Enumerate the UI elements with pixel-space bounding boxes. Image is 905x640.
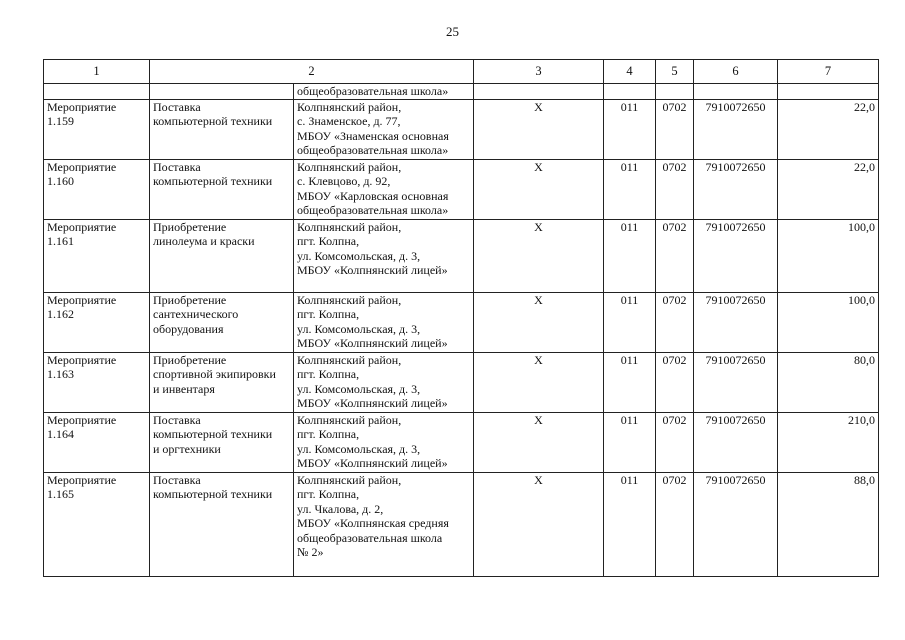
amount-cell: 22,0	[778, 99, 879, 159]
col3-cell: Х	[474, 472, 604, 576]
event-name-cell-line: Приобретение	[153, 219, 227, 234]
amount-cell: 22,0	[778, 159, 879, 219]
col3-cell: Х	[474, 292, 604, 352]
event-name-cell	[150, 412, 294, 472]
address-cell-line: МБОУ «Колпнянская средняя	[297, 516, 449, 530]
event-number-cell	[44, 412, 150, 472]
address-cell-line: ул. Чкалова, д. 2,	[297, 501, 384, 516]
continuation-text: общеобразовательная школа»	[294, 84, 474, 100]
event-number-cell-line: 1.162	[47, 307, 74, 321]
table-row	[44, 352, 879, 412]
address-cell	[294, 292, 474, 352]
col4-cell: 011	[604, 292, 656, 352]
col5-cell: 0702	[656, 472, 694, 576]
address-cell-line: Колпнянский район,	[297, 352, 402, 367]
event-name-cell	[150, 292, 294, 352]
address-cell	[294, 352, 474, 412]
event-number-cell	[44, 352, 150, 412]
col3-cell: Х	[474, 99, 604, 159]
event-number-cell-line: 1.165	[47, 487, 74, 501]
event-name-cell-line: компьютерной техники	[153, 427, 273, 441]
event-number-cell-line: 1.164	[47, 427, 74, 441]
col5-cell: 0702	[656, 219, 694, 292]
event-name-cell-line: линолеума и краски	[153, 234, 255, 248]
address-cell-line: МБОУ «Карловская основная	[297, 188, 449, 203]
col5-cell: 0702	[656, 99, 694, 159]
col5-cell: 0702	[656, 159, 694, 219]
col4-cell: 011	[604, 219, 656, 292]
address-cell-line: общеобразовательная школа»	[297, 203, 449, 217]
amount-cell: 88,0	[778, 472, 879, 576]
event-name-cell-line: Поставка	[153, 412, 201, 427]
address-cell	[294, 219, 474, 292]
event-number-cell-line: Мероприятие	[47, 219, 117, 234]
event-name-cell-line: Поставка	[153, 159, 201, 174]
address-cell-line: МБОУ «Колпнянский лицей»	[297, 456, 448, 470]
page-number: 25	[446, 24, 459, 39]
col4-cell: 011	[604, 159, 656, 219]
event-number-cell	[44, 292, 150, 352]
event-name-cell	[150, 159, 294, 219]
event-number-cell	[44, 99, 150, 159]
event-name-cell-line: Поставка	[153, 472, 201, 487]
header-col-5: 5	[656, 60, 694, 84]
event-name-cell	[150, 99, 294, 159]
col4-cell: 011	[604, 412, 656, 472]
event-name-cell-line: и оргтехники	[153, 441, 221, 456]
address-cell-line: пгт. Колпна,	[297, 234, 360, 248]
address-cell-line: Колпнянский район,	[297, 159, 402, 174]
address-cell-line: с. Клевцово, д. 92,	[297, 174, 391, 188]
event-name-cell-line: компьютерной техники	[153, 487, 273, 501]
header-col-4: 4	[604, 60, 656, 84]
event-name-cell-line: компьютерной техники	[153, 114, 273, 128]
col6-cell: 7910072650	[694, 472, 778, 576]
continuation-row	[44, 84, 879, 100]
address-cell-line: пгт. Колпна,	[297, 427, 360, 441]
col5-cell: 0702	[656, 352, 694, 412]
col6-cell: 7910072650	[694, 159, 778, 219]
address-cell-line: МБОУ «Колпнянский лицей»	[297, 263, 448, 277]
table-row	[44, 472, 879, 576]
amount-cell: 210,0	[778, 412, 879, 472]
event-number-cell-line: Мероприятие	[47, 412, 117, 427]
table-body	[44, 84, 879, 577]
event-name-cell	[150, 219, 294, 292]
event-name-cell-line: спортивной экипировки	[153, 367, 276, 381]
event-number-cell-line: 1.159	[47, 114, 74, 128]
event-number-cell-line: 1.161	[47, 234, 74, 248]
event-name-cell-line: Поставка	[153, 99, 201, 114]
col3-cell: Х	[474, 159, 604, 219]
address-cell	[294, 412, 474, 472]
address-cell-line: ул. Комсомольская, д. 3,	[297, 248, 421, 263]
address-cell-line: ул. Комсомольская, д. 3,	[297, 381, 421, 396]
col4-cell: 011	[604, 99, 656, 159]
col5-cell: 0702	[656, 412, 694, 472]
event-name-cell-line: Приобретение	[153, 292, 227, 307]
address-cell-line: МБОУ «Колпнянский лицей»	[297, 336, 448, 350]
col3-cell: Х	[474, 219, 604, 292]
table-row	[44, 412, 879, 472]
amount-cell: 100,0	[778, 292, 879, 352]
address-cell-line: МБОУ «Знаменская основная	[297, 128, 449, 143]
address-cell-line: Колпнянский район,	[297, 412, 402, 427]
event-name-cell-line: компьютерной техники	[153, 174, 273, 188]
event-number-cell-line: Мероприятие	[47, 292, 117, 307]
table-row	[44, 219, 879, 292]
event-number-cell	[44, 159, 150, 219]
event-name-cell-line: Приобретение	[153, 352, 227, 367]
table-row	[44, 292, 879, 352]
col5-cell: 0702	[656, 292, 694, 352]
address-cell-line: ул. Комсомольская, д. 3,	[297, 441, 421, 456]
address-cell-line: Колпнянский район,	[297, 472, 402, 487]
col6-cell: 7910072650	[694, 99, 778, 159]
address-cell	[294, 99, 474, 159]
event-name-cell	[150, 352, 294, 412]
header-col-7: 7	[778, 60, 879, 84]
address-cell-line: МБОУ «Колпнянский лицей»	[297, 396, 448, 410]
table-row	[44, 159, 879, 219]
event-number-cell	[44, 472, 150, 576]
amount-cell: 100,0	[778, 219, 879, 292]
col4-cell: 011	[604, 472, 656, 576]
header-row	[44, 60, 879, 84]
col6-cell: 7910072650	[694, 352, 778, 412]
address-cell-line: пгт. Колпна,	[297, 307, 360, 321]
address-cell-line: пгт. Колпна,	[297, 367, 360, 381]
header-col-6: 6	[694, 60, 778, 84]
event-number-cell-line: Мероприятие	[47, 159, 117, 174]
col4-cell: 011	[604, 352, 656, 412]
col3-cell: Х	[474, 352, 604, 412]
address-cell-line: общеобразовательная школа»	[297, 143, 449, 157]
header-col-2: 2	[150, 60, 474, 84]
address-cell-line: пгт. Колпна,	[297, 487, 360, 501]
table-row	[44, 99, 879, 159]
header-col-1: 1	[44, 60, 150, 84]
address-cell	[294, 472, 474, 576]
address-cell-line: ул. Комсомольская, д. 3,	[297, 321, 421, 336]
event-number-cell-line: 1.160	[47, 174, 74, 188]
event-number-cell-line: Мероприятие	[47, 472, 117, 487]
address-cell-line: с. Знаменское, д. 77,	[297, 114, 401, 128]
amount-cell: 80,0	[778, 352, 879, 412]
col6-cell: 7910072650	[694, 219, 778, 292]
budget-table	[43, 59, 879, 577]
event-number-cell-line: Мероприятие	[47, 352, 117, 367]
address-cell	[294, 159, 474, 219]
event-name-cell-line: и инвентаря	[153, 381, 215, 396]
event-number-cell-line: 1.163	[47, 367, 74, 381]
event-name-cell-line: сантехнического	[153, 307, 239, 321]
event-name-cell-line: оборудования	[153, 321, 224, 336]
event-name-cell	[150, 472, 294, 576]
address-cell-line: Колпнянский район,	[297, 99, 402, 114]
col6-cell: 7910072650	[694, 292, 778, 352]
address-cell-line: Колпнянский район,	[297, 292, 402, 307]
col3-cell: Х	[474, 412, 604, 472]
address-cell-line: общеобразовательная школа	[297, 530, 443, 545]
event-number-cell-line: Мероприятие	[47, 99, 117, 114]
address-cell-line: Колпнянский район,	[297, 219, 402, 234]
col6-cell: 7910072650	[694, 412, 778, 472]
address-cell-line: № 2»	[297, 545, 324, 559]
event-number-cell	[44, 219, 150, 292]
header-col-3: 3	[474, 60, 604, 84]
